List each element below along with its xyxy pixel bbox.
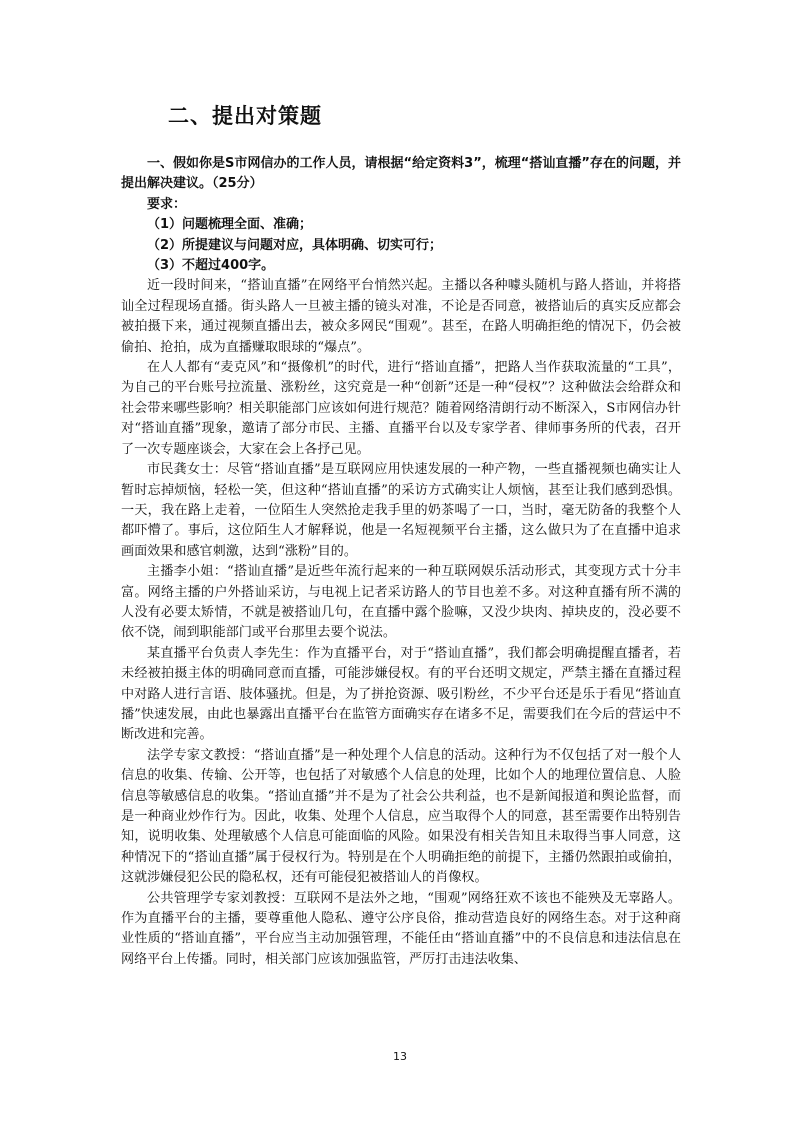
body-paragraph: 市民龚女士：尽管“搭讪直播”是互联网应用快速发展的一种产物，一些直播视频也确实让人暂时忘掉烦恼，轻松一笑，但这种“搭讪直播”的采访方式确实让人烦恼，甚至让我们感到恐惧。一天，我在路上走着，一位陌生人突然抢走我手里的奶茶喝了一口，当时，毫无防备的我整个人都吓懵了。事后，这位陌生人才解释说，他是一名短视频平台主播，这么做只为了在直播中追求画面效果和感官刺激，达到“涨粉”目的。 bbox=[121, 462, 681, 559]
body-paragraph: 近一段时间来，“搭讪直播”在网络平台悄然兴起。主播以各种噱头随机与路人搭讪，并将搭讪全过程现场直播。街头路人一旦被主播的镜头对准，不论是否同意，被搭讪后的真实反应都会被拍摄下来，通过视频直播出去，被众多网民“围观”。甚至，在路人明确拒绝的情况下，仍会被偷拍、抢拍，成为直播赚取眼球的“爆点”。 bbox=[121, 278, 681, 355]
section-title: 二、提出对策题 bbox=[168, 104, 322, 128]
body-paragraph: 公共管理学专家刘教授：互联网不是法外之地，“围观”网络狂欢不该也不能殃及无辜路人。作为直播平台的主播，要尊重他人隐私、遵守公序良俗，推动营造良好的网络生态。对于这种商业性质的“搭讪直播”，平台应当主动加强管理，不能任由“搭讪直播”中的不良信息和违法信息在网络平台上传播。同时，相关部门应该加强监管，严厉打击违法收集、 bbox=[121, 890, 681, 967]
page-number: 13 bbox=[393, 1050, 407, 1063]
requirement-item: （3）不超过400字。 bbox=[147, 258, 275, 274]
body-paragraph: 法学专家文教授：“搭讪直播”是一种处理个人信息的活动。这种行为不仅包括了对一般个人信息的收集、传输、公开等，也包括了对敏感个人信息的处理，比如个人的地理位置信息、人脸信息等敏感信息的收集。“搭讪直播”并不是为了社会公共利益，也不是新闻报道和舆论监督，而是一种商业炒作行为。因此，收集、处理个人信息，应当取得个人的同意，甚至需要作出特别告知，说明收集、处理敏感个人信息可能面临的风险。如果没有相关告知且未取得当事人同意，这种情况下的“搭讪直播”属于侵权行为。特别是在个人明确拒绝的前提下，主播仍然跟拍或偷拍，这就涉嫌侵犯公民的隐私权，还有可能侵犯被搭讪人的肖像权。 bbox=[121, 747, 681, 886]
body-paragraph: 某直播平台负责人李先生：作为直播平台，对于“搭讪直播”，我们都会明确提醒直播者，若未经被拍摄主体的明确同意而直播，可能涉嫌侵权。有的平台还明文规定，严禁主播在直播过程中对路人进行言语、肢体骚扰。但是，为了拼抢资源、吸引粉丝，不少平台还是乐于看见“搭讪直播”快速发展，由此也暴露出直播平台在监管方面确实存在诸多不足，需要我们在今后的营运中不断改进和完善。 bbox=[121, 645, 681, 743]
document-body bbox=[121, 154, 681, 970]
question-text: 一、假如你是S市网信办的工作人员，请根据“给定资料3”，梳理“搭讪直播”存在的问题，并提出解决建议。（25分） bbox=[121, 156, 681, 192]
body-paragraph: 在人人都有“麦克风”和“摄像机”的时代，进行“搭讪直播”，把路人当作获取流量的“工具”，为自己的平台账号拉流量、涨粉丝，这究竟是一种“创新”还是一种“侵权”？这种做法会给群众和社会带来哪些影响？相关职能部门应该如何进行规范？随着网络清朗行动不断深入，S市网信办针对“搭讪直播”现象，邀请了部分市民、主播、直播平台以及专家学者、律师事务所的代表，召开了一次专题座谈会，大家在会上各抒己见。 bbox=[121, 360, 681, 457]
requirements-label: 要求： bbox=[147, 196, 187, 212]
requirement-item: （2）所提建议与问题对应，具体明确、切实可行； bbox=[147, 237, 443, 253]
body-paragraph: 主播李小姐：“搭讪直播”是近些年流行起来的一种互联网娱乐活动形式，其变现方式十分丰富。网络主播的户外搭讪采访，与电视上记者采访路人的节目也差不多。对这种直播有所不满的人没有必要太矫情，不就是被搭讪几句，在直播中露个脸嘛，又没少块肉、掉块皮的，没必要不依不饶，闹到职能部门或平台那里去要个说法。 bbox=[121, 564, 681, 641]
requirement-item: （1）问题梳理全面、准确； bbox=[147, 217, 313, 233]
